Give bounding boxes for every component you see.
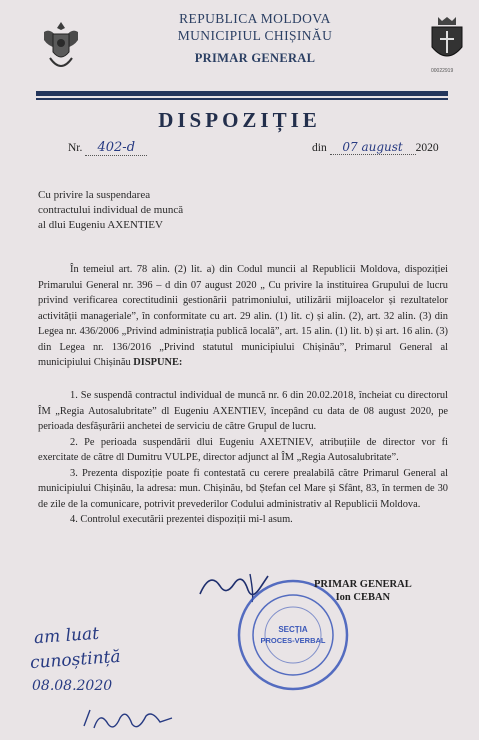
handwritten-acknowledgement <box>26 620 226 738</box>
subject-line: al dlui Eugeniu AXENTIEV <box>38 219 163 231</box>
preamble-text: În temeiul art. 78 alin. (2) lit. a) din Codul muncii al Republicii Moldova, dispoziției Primarului General nr. 396 – d din 07 august 2020 „ Cu privire la instituirea Grupului de lucru privind verificarea corectitudinii gestionării patrimoniului, utilizării mijloacelor și rezultatelor activității manageriale”, în conformitate cu art. 29 alin. (1) lit. c) și alin. (2), art. 32 alin. (3) din Legea nr. 436/2006 „Privind administrația publică locală”, art. 15 alin. (1) lit. b) și art. 16 alin. (3) din Legea nr. 136/2016 „Privind statutul municipiului Chișinău”, Primarul General al municipiului Chișinău <box>38 264 448 368</box>
handnote-line2: cunoștință <box>29 646 122 674</box>
subject-line: contractului individual de muncă <box>38 204 184 216</box>
date-label: din <box>312 142 327 154</box>
dispune-keyword: DISPUNE: <box>133 357 183 368</box>
date-year: 2020 <box>415 142 439 154</box>
number-value: 402-d <box>85 140 147 156</box>
date-value: 07 august <box>330 140 416 155</box>
number-label: Nr. <box>68 142 83 154</box>
document-title: DISPOZIȚIE <box>158 108 321 132</box>
header-rule <box>36 91 448 96</box>
subject-block <box>38 188 183 233</box>
signatory-name: Ion CEBAN <box>335 592 391 603</box>
preamble-paragraph <box>38 262 448 371</box>
stamp-text-line1: SECȚIA <box>278 625 308 634</box>
header-republic: REPUBLICA MOLDOVA <box>179 11 331 26</box>
stamp-text-line2: PROCES-VERBAL <box>260 636 326 645</box>
disposition-item: 3. Prezenta dispoziție poate fi contestată cu cerere prealabilă către Primarul General al municipiului Chișinău, la adresa: mun. Chișinău, bd Ștefan cel Mare și Sfânt, 83, în termen de 30 de zile de la comunicare, potrivit prevederilor Codului administrativ al Republicii Moldova. <box>38 467 448 510</box>
coat-of-arms-moldova-icon <box>40 18 82 76</box>
subject-line: Cu privire la suspendarea <box>38 189 151 201</box>
handnote-date: 08.08.2020 <box>32 678 113 694</box>
disposition-item: 1. Se suspendă contractul individual de muncă nr. 6 din 20.02.2018, încheiat cu directorul ÎM „Regia Autosalubritate” dl Eugeniu AXENTIEV, începând cu data de 08 august 2020, pe perioada desfășurării anchetei de serviciu de către Grupul de lucru. <box>38 390 448 432</box>
number-line <box>68 140 147 156</box>
header-rule-thin <box>36 98 448 100</box>
signatory-title: PRIMAR GENERAL <box>314 579 412 590</box>
signature-block <box>314 578 412 604</box>
handwritten-signature <box>80 706 176 732</box>
dispositions-list <box>38 388 448 528</box>
document-header <box>150 10 360 66</box>
chisinau-coat-of-arms-icon <box>428 15 466 65</box>
date-line <box>312 140 439 155</box>
disposition-item: 2. Pe perioada suspendării dlui Eugeniu AXETNIEV, atribuțiile de director vor fi exercitate de către dl Dumitru VULPE, director adjunct al ÎM „Regia Autosalubritate”. <box>38 436 448 463</box>
header-municipality: MUNICIPIUL CHIȘINĂU <box>177 28 333 43</box>
disposition-item: 4. Controlul executării prezentei dispoziții mi-l asum. <box>70 514 293 525</box>
document-serial: 00022919 <box>431 68 454 74</box>
handnote-line1: am luat <box>33 623 100 649</box>
header-office: PRIMAR GENERAL <box>194 51 316 65</box>
